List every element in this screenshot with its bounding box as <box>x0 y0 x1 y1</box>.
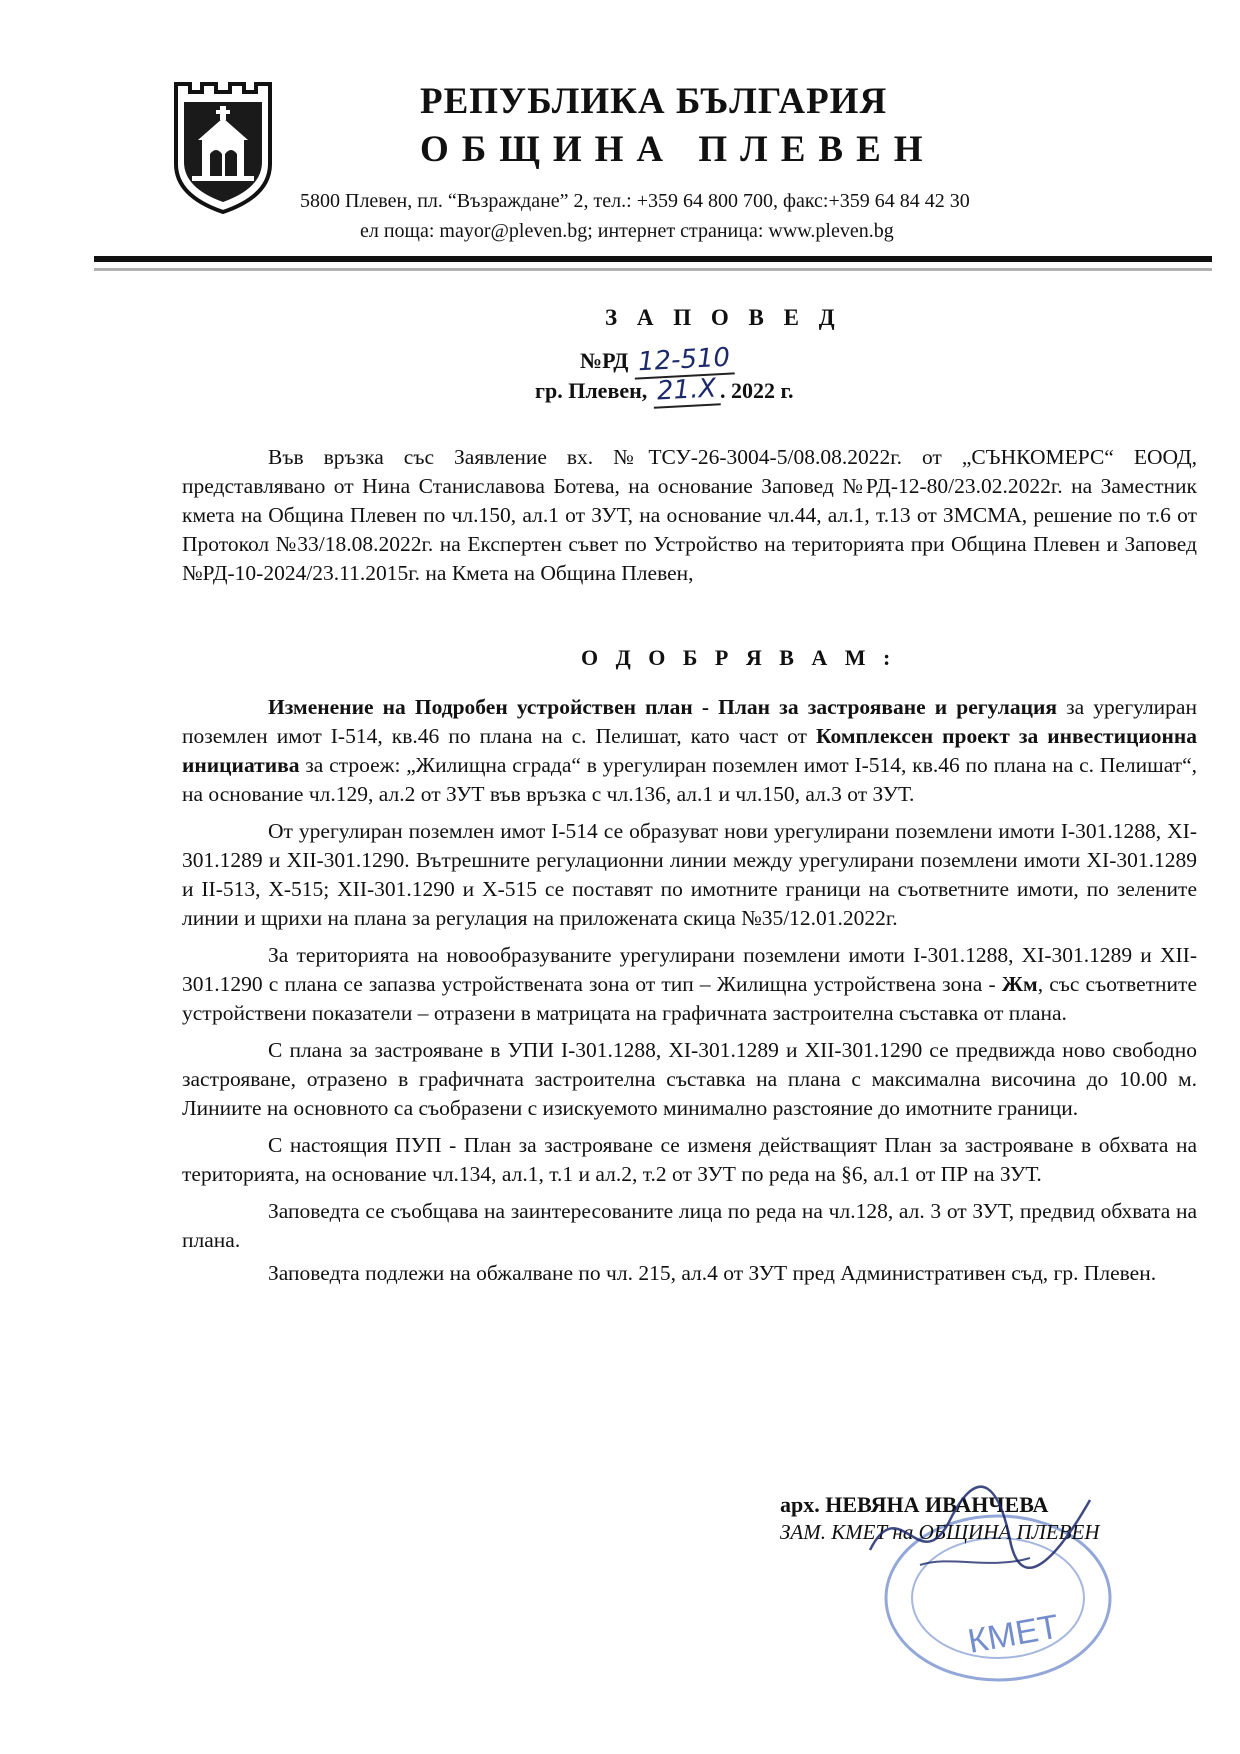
body-p3-text1: За територията на новообразуваните урегулирани поземлени имоти I-301.1288, XI-301.1289 и XII-301.1290 с плана се запазва устройствената зона от тип – Жилищна устройствена зона - <box>182 943 1197 996</box>
body-paragraph-3 <box>182 941 1197 1028</box>
municipality-title: ОБЩИНА ПЛЕВЕН <box>420 129 936 170</box>
intro-paragraph <box>182 443 1197 588</box>
body-paragraph-5: С настоящия ПУП - План за застрояване се изменя действащият План за застрояване в обхвата на територията, на основание чл.134, ал.1, т.1 и ал.2, т.2 от ЗУТ по реда на §6, ал.1 от ПР на ЗУТ. <box>182 1133 1197 1186</box>
country-title: РЕПУБЛИКА БЪЛГАРИЯ <box>420 81 888 122</box>
body-paragraph-4: С плана за застрояване в УПИ I-301.1288, XI-301.1289 и XII-301.1290 се предвижда ново свободно застрояване, отразено в графичната застроителна съставка на плана с максимална височина до 10.00 м. Линиите на основното са съобразени с изискуемото минимално разстояние до имотните граници. <box>182 1038 1197 1120</box>
order-date <box>535 375 793 407</box>
body-p3-bold: Жм <box>1001 972 1038 996</box>
body-p1-bold1: Изменение на Подробен устройствен план - План за застрояване и регулация <box>268 695 1057 719</box>
handwritten-signature <box>860 1470 1100 1590</box>
order-title: З А П О В Е Д <box>605 305 842 330</box>
intro-text: Във връзка със Заявление вх. №ТСУ-26-3004-5/08.08.2022г. от „СЪНКОМЕРС“ ЕООД, представлявано от Нина Станиславова Ботева, на основание Заповед №РД-12-80/23.02.2022г. на Заместник кмета на Община Плевен по чл.150, ал.1 от ЗУТ, на основание чл.44, ал.1, т.13 от ЗМСМА, решение по т.6 от Протокол №33/18.08.2022г. на Експертен съвет по Устройство на територията при Община Плевен и Заповед №РД-10-2024/23.11.2015г. на Кмета на Община Плевен, <box>182 445 1197 585</box>
order-year: . 2022 г. <box>719 378 794 403</box>
signatory-name: арх. НЕВЯНА ИВАНЧЕВА <box>780 1492 1049 1517</box>
body-p1-text2: за строеж: „Жилищна сграда“ в урегулиран поземлен имот I-514, кв.46 по плана на с. Пелишат“, на основание чл.129, ал.2 от ЗУТ във връзка с чл.136, ал.1 и чл.150, ал.3 от ЗУТ. <box>182 753 1197 806</box>
body-p1-text1: за урегулиран поземлен имот I-514, кв.46 по плана на с. Пелишат, като част от <box>182 695 1197 748</box>
body-p3-text2: , със съответните устройствени показатели – отразени в матрицата на графичната застроителна съставка от плана. <box>182 972 1197 1025</box>
signatory-position: ЗАМ. КМЕТ на ОБЩИНА ПЛЕВЕН <box>780 1520 1100 1544</box>
order-body <box>182 693 1197 1288</box>
header-divider-thin <box>94 268 1212 271</box>
address-line: 5800 Плевен, пл. “Възраждане” 2, тел.: +359 64 800 700, факс:+359 64 84 42 30 <box>300 190 970 212</box>
body-paragraph-1 <box>182 693 1197 809</box>
body-paragraph-7: Заповедта подлежи на обжалване по чл. 215, ал.4 от ЗУТ пред Административен съд, гр. Плевен. <box>268 1261 1157 1285</box>
body-paragraph-6: Заповедта се съобщава на заинтересованите лица по реда на чл.128, ал. 3 от ЗУТ, предвид обхвата на плана. <box>182 1199 1197 1252</box>
header-divider-thick <box>94 256 1212 262</box>
approve-heading: О Д О Б Р Я В А М : <box>581 645 897 670</box>
stamp-text: КМЕТ <box>964 1607 1062 1661</box>
body-p1-bold2: Комплексен проект за инвестиционна инициатива <box>182 724 1198 777</box>
coat-of-arms-icon <box>168 76 278 216</box>
order-date-handwritten: 21.Х <box>652 373 721 408</box>
contacts-line: ел поща: mayor@pleven.bg; интернет страница: www.pleven.bg <box>360 220 894 242</box>
body-paragraph-2: От урегулиран поземлен имот I-514 се образуват нови урегулирани поземлени имоти I-301.1288, XI-301.1289 и XII-301.1290. Вътрешните регулационни линии между урегулирани поземлени имоти XI-301.1289 и II-513, X-515; XII-301.1290 и X-515 се поставят по имотните граници на съответните имоти, по зелените линии и щрихи на плана за регулация на приложената скица №35/12.01.2022г. <box>182 819 1197 930</box>
order-number <box>580 342 734 378</box>
order-number-label: №РД <box>580 348 629 373</box>
order-city-label: гр. Плевен, <box>535 378 648 403</box>
order-number-handwritten: 12-510 <box>633 342 735 379</box>
